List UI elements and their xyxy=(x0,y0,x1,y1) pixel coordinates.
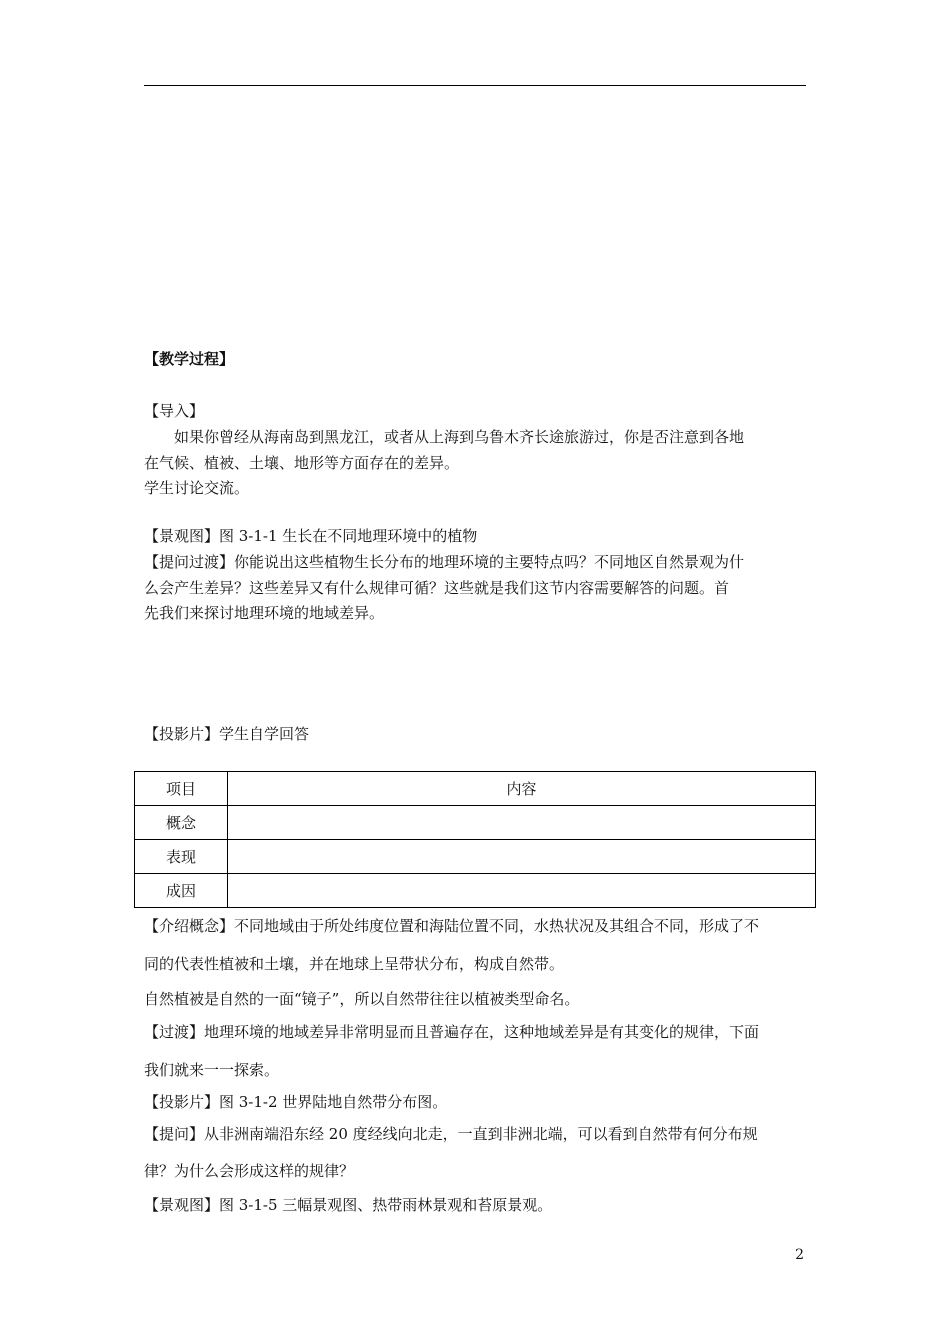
self-study-table xyxy=(134,771,816,908)
table-row xyxy=(135,806,816,840)
landscape-caption-1: 【景观图】图 3-1-1 生长在不同地理环境中的植物 xyxy=(144,527,478,545)
table-header-row xyxy=(135,772,816,806)
intro-discussion: 学生讨论交流。 xyxy=(144,479,250,497)
concept-line2: 同的代表性植被和土壤，并在地球上呈带状分布，构成自然带。 xyxy=(144,955,565,973)
question-transition-line2: 么会产生差异？这些差异又有什么规律可循？这些就是我们这节内容需要解答的问题。首 xyxy=(144,579,730,597)
table-cell-label: 概念 xyxy=(135,806,228,840)
table-row xyxy=(135,840,816,874)
table-row xyxy=(135,874,816,908)
page-number: 2 xyxy=(795,1247,804,1263)
table-cell-value xyxy=(228,806,816,840)
intro-paragraph-line2: 在气候、植被、土壤、地形等方面存在的差异。 xyxy=(144,454,460,472)
table-cell-label: 成因 xyxy=(135,874,228,908)
table-header-item: 项目 xyxy=(135,772,228,806)
intro-heading: 【导入】 xyxy=(144,402,205,420)
table-cell-label: 表现 xyxy=(135,840,228,874)
table-cell-value xyxy=(228,840,816,874)
concept-line3: 自然植被是自然的一面“镜子”，所以自然带往往以植被类型命名。 xyxy=(144,990,580,1008)
slide-self-study: 【投影片】学生自学回答 xyxy=(144,725,310,743)
intro-paragraph-line1: 如果你曾经从海南岛到黑龙江，或者从上海到乌鲁木齐长途旅游过，你是否注意到各地 xyxy=(174,428,745,446)
question-line2: 律？为什么会形成这样的规律？ xyxy=(144,1162,355,1180)
table-cell-value xyxy=(228,874,816,908)
transition-line1: 【过渡】地理环境的地域差异非常明显而且普遍存在，这种地域差异是有其变化的规律，下面 xyxy=(144,1023,760,1041)
concept-line1: 【介绍概念】不同地域由于所处纬度位置和海陆位置不同，水热状况及其组合不同，形成了不 xyxy=(144,917,760,935)
question-transition-line3: 先我们来探讨地理环境的地域差异。 xyxy=(144,604,385,622)
transition-line2: 我们就来一一探索。 xyxy=(144,1061,280,1079)
question-line1: 【提问】从非洲南端沿东经 20 度经线向北走，一直到非洲北端，可以看到自然带有何分布规 xyxy=(144,1125,758,1143)
landscape-caption-2: 【景观图】图 3-1-5 三幅景观图、热带雨林景观和苔原景观。 xyxy=(144,1196,553,1214)
section-title: 【教学过程】 xyxy=(144,350,235,368)
question-transition-line1: 【提问过渡】你能说出这些植物生长分布的地理环境的主要特点吗？不同地区自然景观为什 xyxy=(144,553,745,571)
slide-map: 【投影片】图 3-1-2 世界陆地自然带分布图。 xyxy=(144,1093,448,1111)
header-rule xyxy=(144,85,806,86)
table-header-content: 内容 xyxy=(228,772,816,806)
